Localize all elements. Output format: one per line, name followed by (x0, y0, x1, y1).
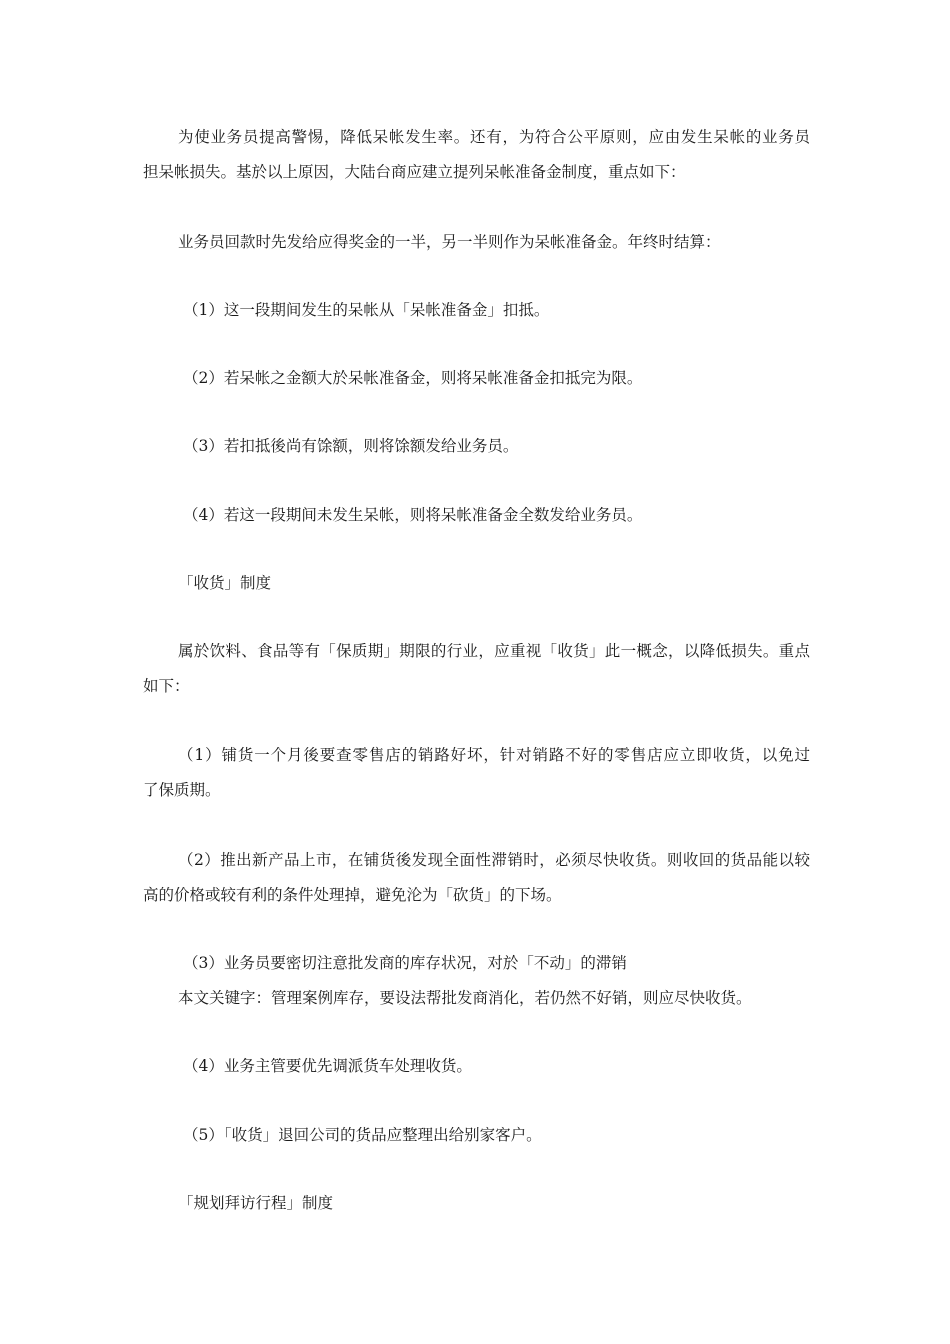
list-item: （4）若这一段期间未发生呆帐，则将呆帐准备金全数发给业务员。 (183, 506, 643, 524)
list-item: （2）若呆帐之金额大於呆帐准备金，则将呆帐准备金扣抵完为限。 (183, 369, 643, 387)
section-heading: 「收货」制度 (178, 574, 272, 592)
list-item: （1）铺货一个月後要查零售店的销路好坏，针对销路不好的零售店应立即收货，以免过 (178, 746, 810, 764)
list-item: （1）这一段期间发生的呆帐从「呆帐准备金」扣抵。 (183, 301, 550, 319)
paragraph-line: 属於饮料、食品等有「保质期」期限的行业，应重视「收货」此一概念，以降低损失。重点 (178, 642, 810, 660)
list-item: （4）业务主管要优先调派货车处理收货。 (183, 1057, 472, 1075)
paragraph-line: 业务员回款时先发给应得奖金的一半，另一半则作为呆帐准备金。年终时结算： (178, 233, 721, 251)
list-item: 了保质期。 (143, 781, 221, 799)
paragraph-line: 担呆帐损失。基於以上原因，大陆台商应建立提列呆帐准备金制度，重点如下： (143, 163, 686, 181)
list-item: （3）若扣抵後尚有馀额，则将馀额发给业务员。 (183, 437, 519, 455)
list-item: （5）「收货」退回公司的货品应整理出给别家客户。 (183, 1126, 542, 1144)
paragraph-line: 如下： (143, 677, 190, 695)
keyword-line: 本文关键字：管理案例库存，要设法帮批发商消化，若仍然不好销，则应尽快收货。 (178, 989, 752, 1007)
list-item: 高的价格或较有利的条件处理掉，避免沦为「砍货」的下场。 (143, 886, 562, 904)
list-item: （3）业务员要密切注意批发商的库存状况，对於「不动」的滞销 (183, 954, 627, 972)
list-item: （2）推出新产品上市，在铺货後发现全面性滞销时，必须尽快收货。则收回的货品能以较 (178, 851, 810, 869)
paragraph-line: 为使业务员提高警惕，降低呆帐发生率。还有，为符合公平原则，应由发生呆帐的业务员 (178, 128, 810, 146)
section-heading: 「规划拜访行程」制度 (178, 1194, 334, 1212)
